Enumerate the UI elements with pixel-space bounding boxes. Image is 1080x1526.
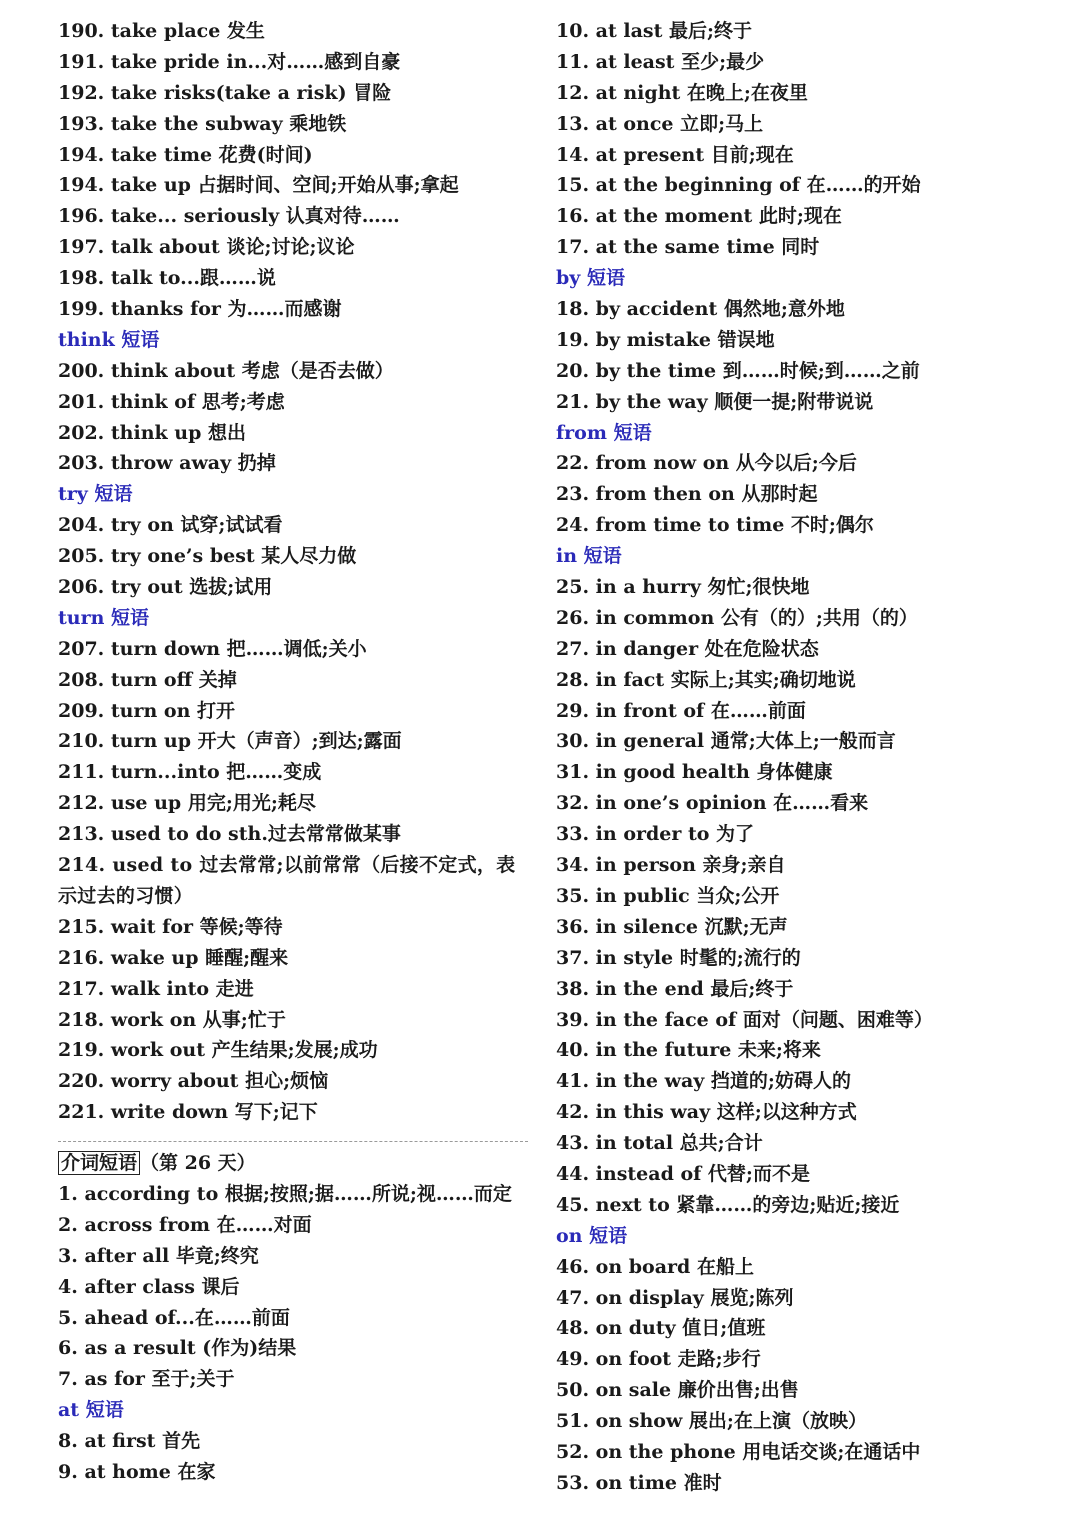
entry-group-from	[556, 448, 1056, 541]
phrase-entry: 9. at home 在家	[58, 1461, 216, 1483]
phrase-entry: 19. by mistake 错误地	[556, 328, 775, 351]
phrase-entry: 207. turn down 把……调低;关小	[58, 637, 367, 660]
phrase-entry: 201. think of 思考;考虑	[58, 390, 285, 413]
entry-group-think	[58, 356, 528, 480]
phrase-entry: 18. by accident 偶然地;意外地	[556, 298, 845, 321]
phrase-entry: 26. in common 公有（的）;共用（的）	[556, 606, 918, 629]
phrase-entry: 42. in this way 这样;以这种方式	[556, 1101, 857, 1124]
phrase-entry: 28. in fact 实际上;其实;确切地说	[556, 668, 856, 691]
entry-group-w	[58, 912, 528, 1128]
phrase-entry: 51. on show 展出;在上演（放映）	[556, 1410, 867, 1433]
entry-group-at-continued	[556, 16, 1056, 263]
phrase-entry: 219. work out 产生结果;发展;成功	[58, 1039, 378, 1062]
phrase-entry: 15. at the beginning of 在……的开始	[556, 174, 921, 197]
phrase-entry: 24. from time to time 不时;偶尔	[556, 514, 874, 537]
phrase-entry: 194. take time 花费(时间)	[58, 143, 313, 166]
phrase-entry: 12. at night 在晚上;在夜里	[556, 81, 808, 104]
heading-think: think 短语	[58, 328, 160, 351]
phrase-entry: 199. thanks for 为……而感谢	[58, 298, 342, 321]
section-title-day: （第 26 天）	[140, 1152, 256, 1175]
phrase-entry: 204. try on 试穿;试试看	[58, 514, 283, 537]
phrase-entry: 193. take the subway 乘地铁	[58, 112, 347, 135]
entry-group-prepositions	[58, 1179, 528, 1395]
heading-turn: turn 短语	[58, 606, 150, 629]
phrase-entry: 14. at present 目前;现在	[556, 143, 794, 166]
phrase-entry: 31. in good health 身体健康	[556, 761, 833, 784]
phrase-entry: 53. on time 准时	[556, 1471, 722, 1494]
phrase-entry: 196. take... seriously 认真对待……	[58, 205, 400, 228]
entry-group-turn	[58, 634, 528, 850]
phrase-entry: 25. in a hurry 匆忙;很快地	[556, 576, 810, 599]
phrase-entry: 41. in the way 挡道的;妨碍人的	[556, 1070, 851, 1093]
phrase-entry: 216. wake up 睡醒;醒来	[58, 946, 289, 969]
phrase-entry: 191. take pride in...对……感到自豪	[58, 50, 401, 73]
phrase-entry: 48. on duty 值日;值班	[556, 1317, 766, 1340]
section-divider	[58, 1128, 528, 1148]
entry-group-on	[556, 1252, 1056, 1499]
heading-from: from 短语	[556, 421, 652, 444]
phrase-entry: 39. in the face of 面对（问题、困难等）	[556, 1008, 933, 1031]
phrase-entry: 43. in total 总共;合计	[556, 1132, 763, 1155]
phrase-entry: 16. at the moment 此时;现在	[556, 205, 842, 228]
phrase-entry: 49. on foot 走路;步行	[556, 1348, 761, 1371]
phrase-entry: 1. according to 根据;按照;据……所说;视……而定	[58, 1182, 512, 1205]
phrase-entry: 36. in silence 沉默;无声	[556, 915, 788, 938]
heading-try: try 短语	[58, 483, 133, 506]
phrase-entry: 47. on display 展览;陈列	[556, 1286, 794, 1309]
phrase-entry: 8. at first 首先	[58, 1430, 201, 1453]
phrase-entry: 32. in one’s opinion 在……看来	[556, 792, 869, 815]
phrase-entry: 213. used to do sth.过去常常做某事	[58, 823, 401, 846]
phrase-entry: 33. in order to 为了	[556, 823, 755, 846]
phrase-entry: 205. try one’s best 某人尽力做	[58, 545, 357, 568]
phrase-entry: 37. in style 时髦的;流行的	[556, 946, 801, 969]
phrase-entry: 212. use up 用完;用光;耗尽	[58, 792, 316, 815]
section-title-boxed: 介词短语	[58, 1151, 140, 1175]
heading-in: in 短语	[556, 545, 622, 568]
phrase-entry: 4. after class 课后	[58, 1275, 240, 1298]
entry-group-in	[556, 572, 1056, 1221]
phrase-entry: 21. by the way 顺便一提;附带说说	[556, 390, 874, 413]
phrase-entry: 52. on the phone 用电话交谈;在通话中	[556, 1440, 921, 1463]
phrase-entry-wrapped: 214. used to 过去常常;以前常常（后接不定式，表示过去的习惯）	[58, 854, 516, 907]
phrase-entry: 200. think about 考虑（是否去做）	[58, 359, 394, 382]
phrase-entry: 190. take place 发生	[58, 20, 265, 42]
right-column	[556, 16, 1056, 1499]
phrase-entry: 46. on board 在船上	[556, 1255, 754, 1278]
phrase-entry: 17. at the same time 同时	[556, 236, 820, 259]
phrase-entry: 194. take up 占据时间、空间;开始从事;拿起	[58, 174, 459, 197]
phrase-entry: 44. instead of 代替;而不是	[556, 1162, 810, 1185]
entry-group-by	[556, 294, 1056, 418]
phrase-entry: 5. ahead of...在……前面	[58, 1306, 290, 1329]
heading-at: at 短语	[58, 1399, 124, 1422]
phrase-entry: 22. from now on 从今以后;今后	[556, 452, 857, 475]
phrase-entry: 38. in the end 最后;终于	[556, 977, 794, 1000]
phrase-entry: 27. in danger 处在危险状态	[556, 637, 819, 660]
phrase-entry: 192. take risks(take a risk) 冒险	[58, 81, 392, 104]
phrase-entry: 206. try out 选拔;试用	[58, 576, 273, 599]
heading-on: on 短语	[556, 1224, 628, 1247]
phrase-entry: 2. across from 在……对面	[58, 1213, 312, 1236]
phrase-entry: 3. after all 毕竟;终究	[58, 1244, 259, 1267]
phrase-entry: 11. at least 至少;最少	[556, 50, 765, 73]
phrase-entry: 220. worry about 担心;烦恼	[58, 1070, 329, 1093]
entry-group-try	[58, 510, 528, 603]
phrase-entry: 209. turn on 打开	[58, 699, 236, 722]
phrase-entry: 202. think up 想出	[58, 421, 247, 444]
phrase-entry: 50. on sale 廉价出售;出售	[556, 1379, 799, 1402]
left-column	[58, 16, 528, 1488]
phrase-entry: 198. talk to...跟……说	[58, 267, 276, 290]
phrase-entry: 30. in general 通常;大体上;一般而言	[556, 730, 896, 753]
phrase-entry: 217. walk into 走进	[58, 977, 254, 1000]
phrase-entry: 215. wait for 等候;等待	[58, 915, 283, 938]
entry-group-take	[58, 16, 528, 325]
phrase-entry: 203. throw away 扔掉	[58, 452, 276, 475]
phrase-entry: 23. from then on 从那时起	[556, 483, 818, 506]
phrase-entry: 35. in public 当众;公开	[556, 884, 780, 907]
phrase-entry: 7. as for 至于;关于	[58, 1368, 235, 1391]
phrase-entry: 29. in front of 在……前面	[556, 699, 806, 722]
phrase-entry: 197. talk about 谈论;讨论;议论	[58, 236, 355, 259]
phrase-entry: 208. turn off 关掉	[58, 668, 237, 691]
phrase-entry: 45. next to 紧靠……的旁边;贴近;接近	[556, 1193, 900, 1216]
phrase-entry: 211. turn...into 把……变成	[58, 761, 322, 784]
section-title	[58, 1148, 528, 1179]
heading-by: by 短语	[556, 267, 625, 290]
phrase-entry: 10. at last 最后;终于	[556, 20, 753, 42]
phrase-entry: 20. by the time 到……时候;到……之前	[556, 359, 920, 382]
phrase-entry: 218. work on 从事;忙于	[58, 1008, 286, 1031]
phrase-entry: 210. turn up 开大（声音）;到达;露面	[58, 730, 402, 753]
phrase-entry: 40. in the future 未来;将来	[556, 1039, 821, 1062]
entry-group-at	[58, 1426, 528, 1488]
phrase-entry: 13. at once 立即;马上	[556, 112, 764, 135]
phrase-entry: 6. as a result (作为)结果	[58, 1337, 297, 1360]
phrase-entry: 34. in person 亲身;亲自	[556, 854, 786, 877]
phrase-entry: 221. write down 写下;记下	[58, 1101, 318, 1124]
